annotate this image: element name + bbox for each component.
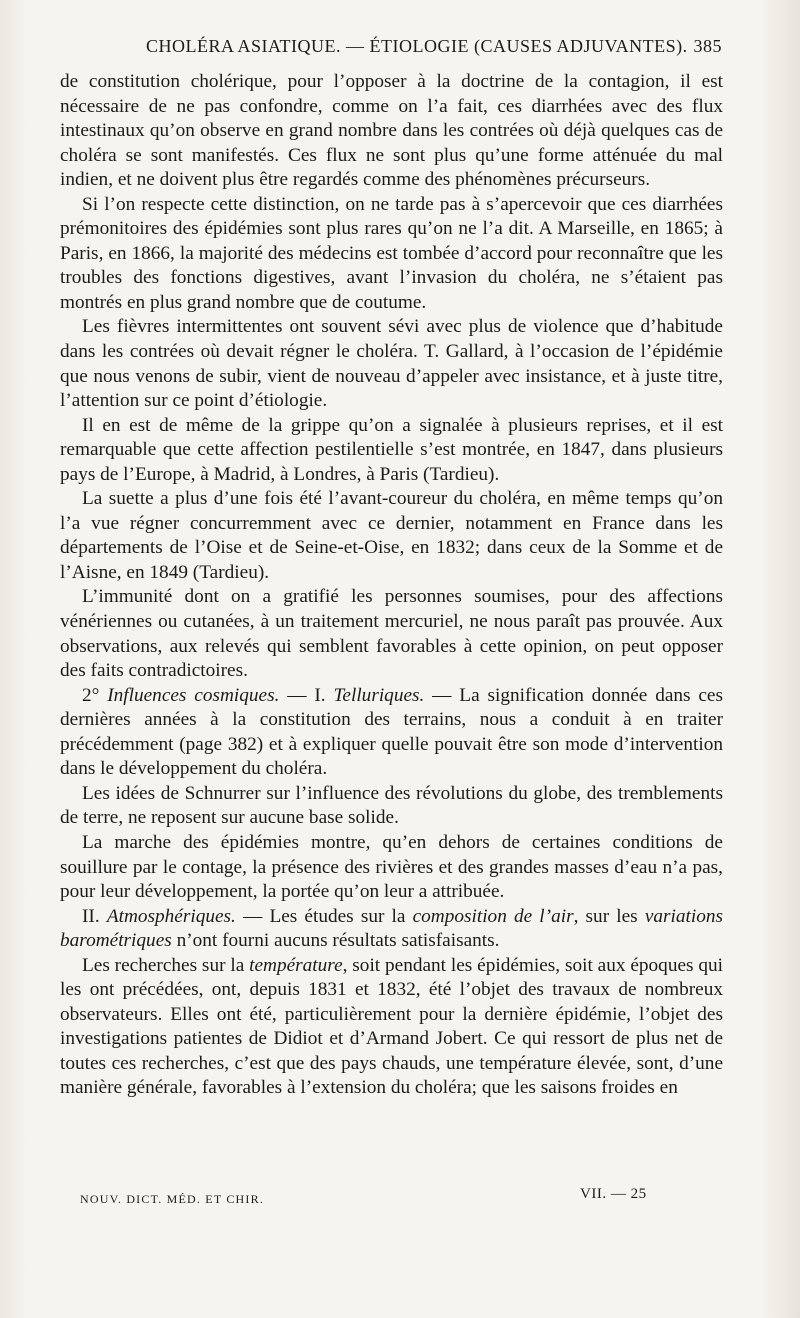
p10-text-c: n’ont fourni aucuns résultats satisfaisants. (171, 930, 500, 952)
term-composition-air: composition de l’air (412, 905, 574, 927)
p7-text: — La signification donnée dans ces dernières années à la constitution des terrains, nous a conduit à en traiter précédemment (page 382) et à expliquer quelle pouvait être son mode d’intervention dans le développement du choléra. (60, 684, 723, 780)
p11-text-b: , soit pendant les épidémies, soit aux époques qui les ont précédées, ont, depuis 1831 et 1832, été l’objet des travaux de nombreux observateurs. Elles ont été, particulièrement pour la dernière épidémie, l’objet des investigations patientes de Didiot et d’Armand Jobert. Ce qui ressort de plus net de toutes ces recherches, c’est que des pays chauds, une température élevée, sont, d’une manière générale, favorables à l’extension du choléra; que les saisons froides en (60, 954, 723, 1099)
paragraph-1: de constitution cholérique, pour l’opposer à la doctrine de la contagion, il est nécessaire de ne pas confondre, comme on l’a fait, ces diarrhées avec des flux intestinaux qu’on observe en grand nombre dans les contrées où déjà quelques cas de choléra se sont manifestés. Ces flux ne sont plus qu’une forme atténuée du mal indien, et ne doivent plus être regardés comme des phénomènes précurseurs. (60, 71, 723, 191)
paragraph-6: L’immunité dont on a gratifié les personnes soumises, pour des affections vénériennes ou cutanées, à un traitement mercuriel, ne nous paraît pas prouvée. Aux observations, aux relevés qui semblent favorables à cette opinion, on peut opposer des faits contradictoires. (60, 586, 723, 682)
paragraph-10 (60, 905, 723, 954)
paragraph-9: La marche des épidémies montre, qu’en dehors de certaines conditions de souillure par le contage, la présence des rivières et des grandes masses d’eau n’a pas, pour leur développement, la portée qu’on leur a attribuée. (60, 831, 723, 903)
running-title: CHOLÉRA ASIATIQUE. — ÉTIOLOGIE (CAUSES ADJUVANTES). (146, 36, 688, 56)
paragraph-7 (60, 684, 723, 782)
running-header (60, 36, 722, 62)
paragraph-3: Les fièvres intermittentes ont souvent sévi avec plus de violence que d’habitude dans les contrées où devait régner le choléra. T. Gallard, à l’occasion de l’épidémie que nous venons de subir, vient de nouveau d’appeler avec insistance, et à juste titre, l’attention sur ce point d’étiologie. (60, 316, 723, 412)
footer-volume-sheet: VII. — 25 (580, 1186, 647, 1202)
section-number: 2° (82, 684, 100, 706)
body-text (60, 70, 723, 1101)
footer-signature: NOUV. DICT. MÉD. ET CHIR. (80, 1192, 265, 1206)
p7-separator: — I. (279, 684, 334, 706)
term-variations-barometriques: variations barométriques (60, 905, 724, 952)
p10-text-b: , sur les (573, 905, 645, 927)
paragraph-5: La suette a plus d’une fois été l’avant-coureur du choléra, en même temps qu’on l’a vue régner concurremment avec ce dernier, notamment en France dans les départements de l’Oise et de Seine-et-Oise, en 1832; dans ceux de la Somme et de l’Aisne, en 1849 (Tardieu). (60, 488, 723, 583)
page-number: 385 (693, 36, 722, 56)
paragraph-11 (60, 954, 723, 1101)
heading-telluriques: Telluriques. (333, 684, 425, 706)
p10-text-a: — Les études sur la (235, 905, 413, 927)
paragraph-4: Il en est de même de la grippe qu’on a signalée à plusieurs reprises, et il est remarquable que cette affection pestilentielle s’est montrée, en 1847, dans plusieurs pays de l’Europe, à Madrid, à Londres, à Paris (Tardieu). (60, 414, 723, 485)
heading-atmospheriques: Atmosphériques. (106, 905, 236, 927)
page-footer (80, 1186, 722, 1208)
p11-text-a: Les recherches sur la (82, 954, 250, 976)
heading-influences-cosmiques: Influences cosmiques. (107, 684, 280, 706)
p10-numeral: II. (82, 905, 107, 927)
paragraph-8: Les idées de Schnurrer sur l’influence des révolutions du globe, des tremblements de terre, ne reposent sur aucune base solide. (60, 782, 723, 829)
paragraph-2: Si l’on respecte cette distinction, on ne tarde pas à s’apercevoir que ces diarrhées prémonitoires des épidémies sont plus rares qu’on ne l’a dit. A Marseille, en 1865; à Paris, en 1866, la majorité des médecins est tombée d’accord pour reconnaître que les troubles des fonctions digestives, avant l’invasion du choléra, ne s’étaient pas montrés en plus grand nombre que de coutume. (60, 193, 723, 313)
term-temperature: température (249, 954, 343, 976)
